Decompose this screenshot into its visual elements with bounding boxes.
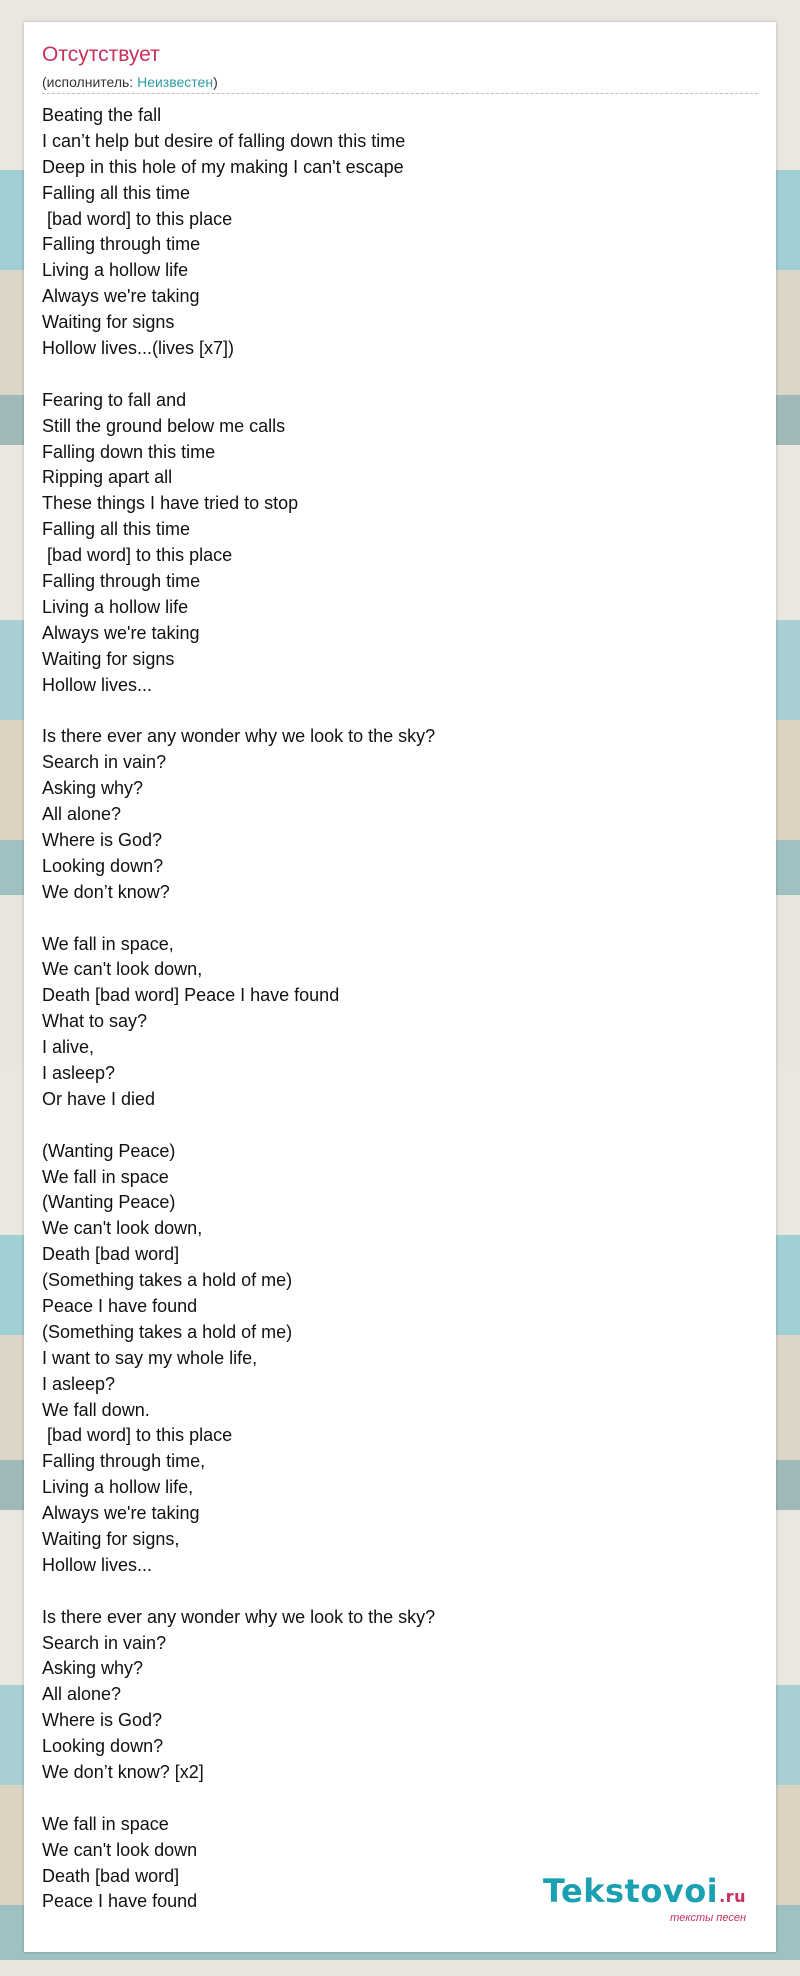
performer-prefix: (исполнитель:	[42, 74, 138, 90]
lyric-line: These things I have tried to stop	[42, 493, 299, 514]
lyric-line: Or have I died	[42, 1088, 156, 1109]
lyric-line: [bad word] to this place	[42, 208, 233, 229]
lyric-line: Peace I have found	[42, 1891, 198, 1912]
lyric-line: Is there ever any wonder why we look to the sky?	[42, 1606, 436, 1627]
song-title: Отсутствует	[42, 43, 160, 66]
lyric-line: Asking why?	[42, 1658, 144, 1679]
lyric-line: I alive,	[42, 1037, 95, 1058]
lyric-line: We fall in space	[42, 1166, 169, 1187]
lyric-line: Falling through time,	[42, 1451, 206, 1472]
lyric-line: Living a hollow life,	[42, 1477, 194, 1498]
lyric-line: Always we're taking	[42, 622, 200, 643]
lyric-line: Living a hollow life	[42, 596, 189, 617]
lyric-line: Hollow lives...(lives [x7])	[42, 338, 235, 359]
lyric-line: Search in vain?	[42, 1632, 167, 1653]
lyric-line: I want to say my whole life,	[42, 1347, 258, 1368]
lyric-line: Always we're taking	[42, 286, 200, 307]
lyrics-card	[24, 22, 776, 1952]
lyric-line: Ripping apart all	[42, 467, 173, 488]
lyric-line: We fall down.	[42, 1399, 150, 1420]
lyric-line: Death [bad word]	[42, 1865, 180, 1886]
lyric-line: We don’t know? [x2]	[42, 1762, 204, 1782]
lyric-line: Death [bad word]	[42, 1244, 180, 1265]
lyric-line: What to say?	[42, 1011, 148, 1032]
title-divider	[42, 93, 758, 94]
lyric-line: Falling through time	[42, 234, 201, 255]
lyric-line: [bad word] to this place	[42, 545, 233, 566]
lyric-line: Always we're taking	[42, 1503, 200, 1524]
lyric-line: Fearing to fall and	[42, 389, 187, 410]
lyric-line: (Something takes a hold of me)	[42, 1270, 293, 1291]
lyric-line: We don’t know?	[42, 881, 170, 902]
lyric-line: I asleep?	[42, 1373, 116, 1394]
lyric-line: Peace I have found	[42, 1295, 198, 1316]
lyric-line: Where is God?	[42, 1710, 163, 1731]
lyric-line: Deep in this hole of my making I can't escape	[42, 156, 404, 177]
lyric-line: Falling down this time	[42, 441, 216, 462]
site-logo[interactable]	[543, 1874, 746, 1924]
lyric-line: I can’t help but desire of falling down this time	[42, 130, 406, 151]
performer-line	[42, 73, 218, 91]
lyric-line: All alone?	[42, 804, 122, 825]
lyric-line	[42, 698, 758, 724]
lyric-line	[42, 906, 758, 932]
lyric-line: Waiting for signs	[42, 648, 175, 669]
lyric-line: We can't look down	[42, 1839, 198, 1860]
lyric-line: (Something takes a hold of me)	[42, 1321, 293, 1342]
lyric-line: Looking down?	[42, 855, 164, 876]
lyric-line: We fall in space,	[42, 933, 174, 954]
lyric-line: All alone?	[42, 1684, 122, 1705]
lyric-line: Where is God?	[42, 829, 163, 850]
lyric-line: We can't look down,	[42, 959, 203, 980]
lyric-line: Falling all this time	[42, 182, 191, 203]
lyric-line: Hollow lives...	[42, 674, 153, 695]
performer-link[interactable]: Неизвестен	[137, 74, 214, 90]
lyric-line: Falling through time	[42, 571, 201, 592]
lyric-line: Death [bad word] Peace I have found	[42, 985, 340, 1006]
lyric-line: Still the ground below me calls	[42, 415, 286, 436]
lyric-line: We fall in space	[42, 1813, 169, 1834]
lyric-line: (Wanting Peace)	[42, 1140, 176, 1161]
lyric-line: Waiting for signs,	[42, 1528, 180, 1549]
lyric-line: Waiting for signs	[42, 312, 175, 333]
logo-wordmark	[543, 1874, 746, 1914]
lyrics-text	[42, 103, 758, 1915]
logo-tld: .ru	[719, 1887, 746, 1906]
lyric-line: We can't look down,	[42, 1218, 203, 1239]
lyric-line: I asleep?	[42, 1062, 116, 1083]
logo-tagline: тексты песен	[670, 1912, 746, 1924]
lyric-line	[42, 1113, 758, 1139]
lyric-line: Living a hollow life	[42, 260, 189, 281]
lyric-line: Asking why?	[42, 778, 144, 799]
lyric-line: Looking down?	[42, 1736, 164, 1757]
lyric-line	[42, 1579, 758, 1605]
lyric-line: Hollow lives...	[42, 1554, 153, 1575]
lyric-line: Search in vain?	[42, 752, 167, 773]
lyric-line	[42, 1786, 758, 1812]
lyric-line: Falling all this time	[42, 519, 191, 540]
lyric-line: Is there ever any wonder why we look to the sky?	[42, 726, 436, 747]
logo-name: Tekstovoi	[542, 1872, 719, 1910]
lyric-line: (Wanting Peace)	[42, 1192, 176, 1213]
lyric-line	[42, 362, 758, 388]
lyric-line: [bad word] to this place	[42, 1425, 233, 1446]
lyric-line: Beating the fall	[42, 105, 162, 125]
performer-suffix: )	[213, 74, 218, 90]
